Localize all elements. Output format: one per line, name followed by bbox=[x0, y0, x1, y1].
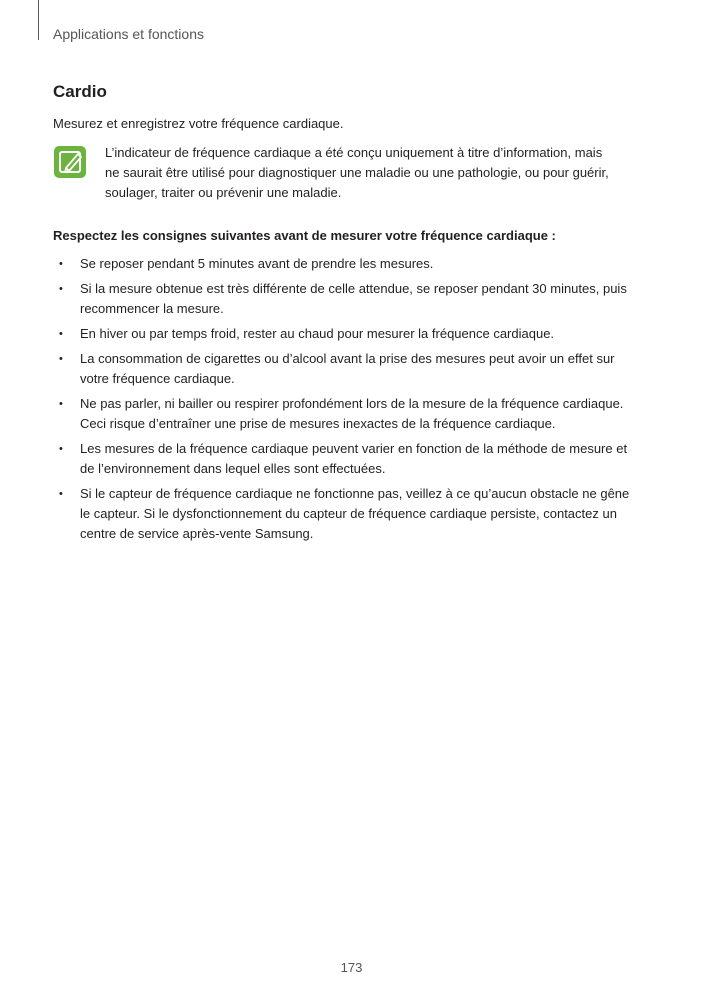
note-box bbox=[53, 143, 643, 203]
list-item-line: centre de service après-vente Samsung. bbox=[80, 526, 314, 541]
page-title: Cardio bbox=[53, 82, 107, 101]
list-item-line: Ceci risque d’entraîner une prise de mesures inexactes de la fréquence cardiaque. bbox=[80, 416, 556, 431]
list-item bbox=[53, 394, 643, 434]
list-item bbox=[53, 254, 643, 274]
list-item-line: La consommation de cigarettes ou d’alcool avant la prise des mesures peut avoir un effet sur bbox=[80, 351, 615, 366]
list-item-line: Ne pas parler, ni bailler ou respirer profondément lors de la mesure de la fréquence cardiaque. bbox=[80, 396, 624, 411]
list-item-line: En hiver ou par temps froid, rester au chaud pour mesurer la fréquence cardiaque. bbox=[80, 326, 555, 341]
bullet-icon: • bbox=[59, 488, 63, 500]
bullet-icon: • bbox=[59, 283, 63, 295]
bullet-icon: • bbox=[59, 353, 63, 365]
list-item-line: de l’environnement dans lequel elles sont effectuées. bbox=[80, 461, 386, 476]
list-item-line: Se reposer pendant 5 minutes avant de prendre les mesures. bbox=[80, 256, 434, 271]
list-item-line: Si le capteur de fréquence cardiaque ne fonctionne pas, veillez à ce qu’aucun obstacle ne gêne bbox=[80, 486, 630, 501]
list-item bbox=[53, 484, 643, 544]
list-item bbox=[53, 324, 643, 344]
list-item-line: Si la mesure obtenue est très différente de celle attendue, se reposer pendant 30 minutes, puis bbox=[80, 281, 627, 296]
bullet-icon: • bbox=[59, 443, 63, 455]
note-text bbox=[105, 143, 635, 203]
intro-text: Mesurez et enregistrez votre fréquence cardiaque. bbox=[53, 116, 344, 131]
list-item bbox=[53, 279, 643, 319]
page-number: 173 bbox=[340, 960, 363, 975]
list-item bbox=[53, 439, 643, 479]
list-item-line: votre fréquence cardiaque. bbox=[80, 371, 235, 386]
precautions-title: Respectez les consignes suivantes avant de mesurer votre fréquence cardiaque : bbox=[53, 228, 556, 243]
bullet-icon: • bbox=[59, 258, 63, 270]
note-pencil-icon bbox=[53, 145, 87, 179]
list-item bbox=[53, 349, 643, 389]
list-item-line: recommencer la mesure. bbox=[80, 301, 224, 316]
note-line: L’indicateur de fréquence cardiaque a été conçu uniquement à titre d’information, mais bbox=[105, 145, 603, 160]
note-line: ne saurait être utilisé pour diagnostiquer une maladie ou une pathologie, ou pour guérir, bbox=[105, 165, 609, 180]
list-item-line: Les mesures de la fréquence cardiaque peuvent varier en fonction de la méthode de mesure et bbox=[80, 441, 628, 456]
list-item-line: le capteur. Si le dysfonctionnement du capteur de fréquence cardiaque persiste, contactez un bbox=[80, 506, 617, 521]
note-line: soulager, traiter ou prévenir une maladie. bbox=[105, 185, 342, 200]
bullet-icon: • bbox=[59, 328, 63, 340]
precautions-list bbox=[53, 254, 643, 549]
margin-rule bbox=[38, 0, 39, 40]
bullet-icon: • bbox=[59, 398, 63, 410]
section-header: Applications et fonctions bbox=[53, 26, 204, 42]
